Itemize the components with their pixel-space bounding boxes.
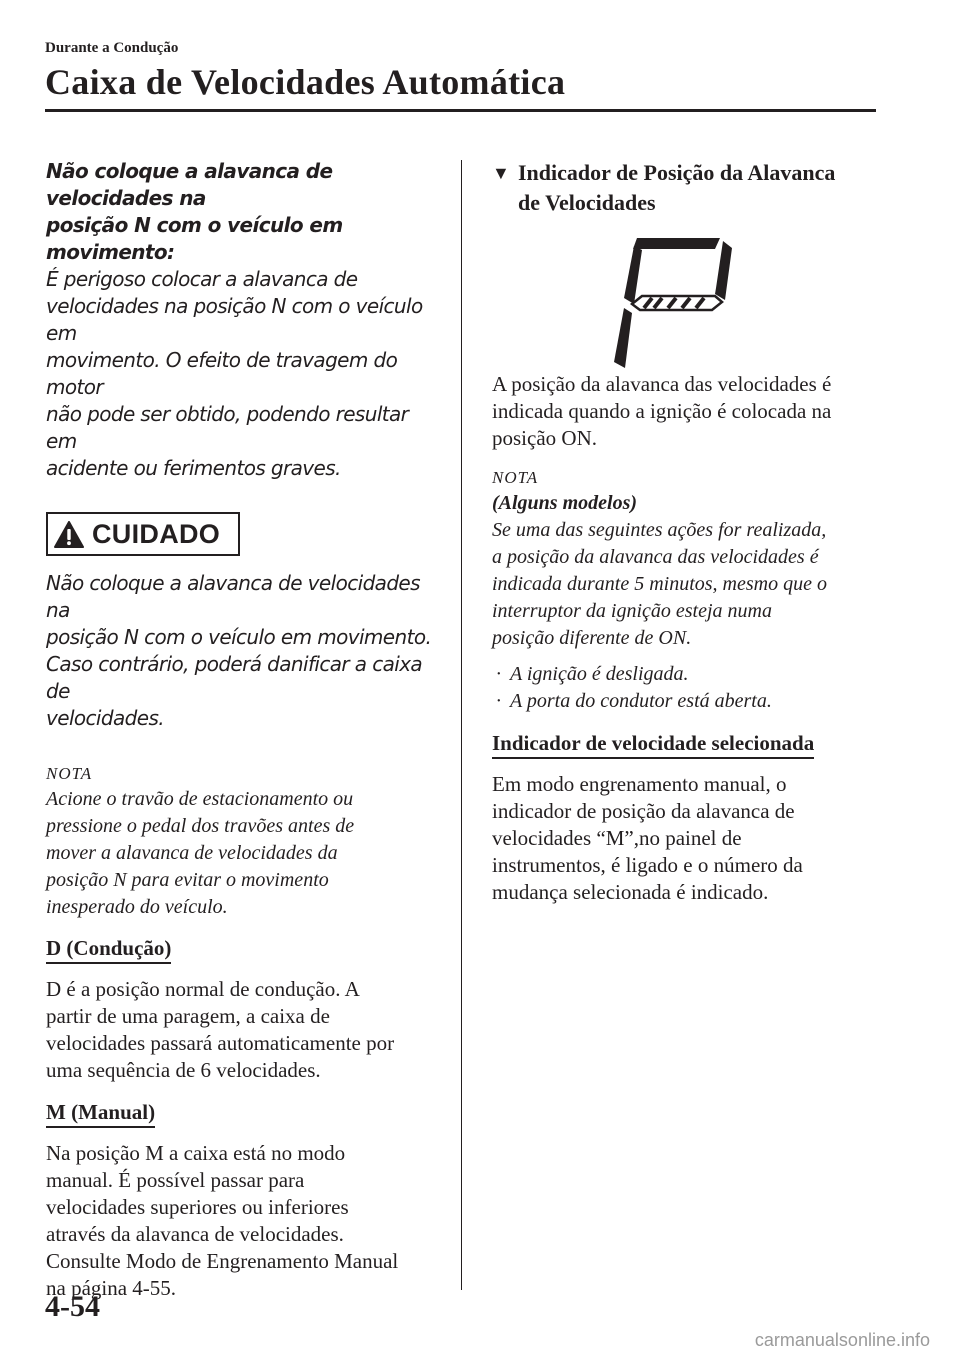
nota-label: NOTA: [492, 468, 539, 487]
manual-section: [46, 1098, 441, 1302]
bullet-dot-icon: ·: [496, 690, 501, 712]
indicator-description: [492, 371, 882, 452]
caution-box: [46, 512, 240, 556]
nota-text-line: a posição da alavanca das velocidades é: [492, 546, 819, 568]
bullet-text: A porta do condutor está aberta.: [510, 690, 772, 712]
manual-text-line: velocidades superiores ou inferiores: [46, 1195, 349, 1219]
drive-text-line: partir de uma paragem, a caixa de: [46, 1004, 330, 1028]
indicator-text-line: A posição da alavanca das velocidades é: [492, 372, 832, 396]
indicator-text-line: indicada quando a ignição é colocada na: [492, 399, 832, 423]
nota-text-line: pressione o pedal dos travões antes de: [46, 815, 355, 837]
nota-label: NOTA: [46, 764, 93, 783]
manual-text-line: através da alavanca de velocidades.: [46, 1222, 344, 1246]
section-label: Durante a Condução: [45, 40, 179, 56]
caution-text-line: velocidades.: [46, 706, 165, 730]
selected-gear-text-line: Em modo engrenamento manual, o: [492, 772, 787, 796]
gear-position-p-display-icon: [612, 236, 742, 371]
caution-text-line: Caso contrário, poderá danificar a caixa de: [46, 652, 423, 703]
manual-heading: M (Manual): [46, 1098, 155, 1128]
header-rule: [45, 109, 876, 112]
list-item: [496, 688, 882, 715]
nota-block: [46, 762, 441, 921]
bullet-list: [492, 661, 882, 715]
page-number: 4-54: [45, 1290, 100, 1323]
warning-text-line: É perigoso colocar a alavanca de: [46, 267, 358, 291]
selected-gear-text-line: velocidades “M”,no painel de: [492, 826, 742, 850]
manual-text-line: na página 4-55.: [46, 1276, 177, 1300]
nota-text-line: posição diferente de ON.: [492, 627, 692, 649]
warning-text-line: acidente ou ferimentos graves.: [46, 456, 341, 480]
caution-triangle-icon: [54, 521, 84, 548]
triangle-marker-icon: ▼: [492, 163, 510, 183]
nota-text-line: Acione o travão de estacionamento ou: [46, 788, 354, 810]
selected-gear-text-line: indicador de posição da alavanca de: [492, 799, 795, 823]
nota-text-line: Se uma das seguintes ações for realizada,: [492, 519, 827, 541]
nota-text-line: mover a alavanca de velocidades da: [46, 842, 338, 864]
manual-text-line: Consulte Modo de Engrenamento Manual: [46, 1249, 399, 1273]
selected-gear-text-line: instrumentos, é ligado e o número da: [492, 853, 803, 877]
drive-text-line: D é a posição normal de condução. A: [46, 977, 360, 1001]
nota-text-line: indicada durante 5 minutos, mesmo que o: [492, 573, 827, 595]
page-title: Caixa de Velocidades Automática: [45, 62, 566, 102]
warning-text-line: velocidades na posição N com o veículo em: [46, 294, 423, 345]
column-divider: [461, 160, 462, 1290]
manual-text-line: manual. É possível passar para: [46, 1168, 305, 1192]
left-column: [46, 158, 441, 1302]
drive-section: [46, 934, 441, 1084]
selected-gear-heading: Indicador de velocidade selecionada: [492, 729, 814, 759]
selected-gear-section: [492, 729, 882, 906]
list-item: [496, 661, 882, 688]
drive-heading: D (Condução): [46, 934, 171, 964]
warning-title-line: Não coloque a alavanca de velocidades na: [46, 159, 333, 210]
nota-text-line: inesperado do veículo.: [46, 896, 228, 918]
section-title-line: de Velocidades: [518, 190, 656, 215]
warning-title-line: posição N com o veículo em movimento:: [46, 213, 343, 264]
bullet-dot-icon: ·: [496, 663, 501, 685]
caution-text-line: posição N com o veículo em movimento.: [46, 625, 432, 649]
warning-block: [46, 158, 441, 482]
section-title-line: Indicador de Posição da Alavanca: [518, 160, 836, 185]
warning-text-line: movimento. O efeito de travagem do motor: [46, 348, 398, 399]
section-heading: [492, 158, 882, 218]
bullet-text: A ignição é desligada.: [510, 663, 689, 685]
nota-block: [492, 466, 882, 715]
right-column: [492, 158, 882, 906]
caution-label: CUIDADO: [92, 518, 221, 549]
nota-models: (Alguns modelos): [492, 492, 638, 514]
caution-text: [46, 570, 441, 732]
selected-gear-text-line: mudança selecionada é indicado.: [492, 880, 769, 904]
drive-text-line: uma sequência de 6 velocidades.: [46, 1058, 321, 1082]
caution-text-line: Não coloque a alavanca de velocidades na: [46, 571, 420, 622]
watermark: carmanualsonline.info: [754, 1330, 930, 1350]
nota-text-line: interruptor da ignição esteja numa: [492, 600, 772, 622]
indicator-text-line: posição ON.: [492, 426, 597, 450]
drive-text-line: velocidades passará automaticamente por: [46, 1031, 395, 1055]
nota-text-line: posição N para evitar o movimento: [46, 869, 329, 891]
warning-text-line: não pode ser obtido, podendo resultar em: [46, 402, 409, 453]
manual-text-line: Na posição M a caixa está no modo: [46, 1141, 346, 1165]
